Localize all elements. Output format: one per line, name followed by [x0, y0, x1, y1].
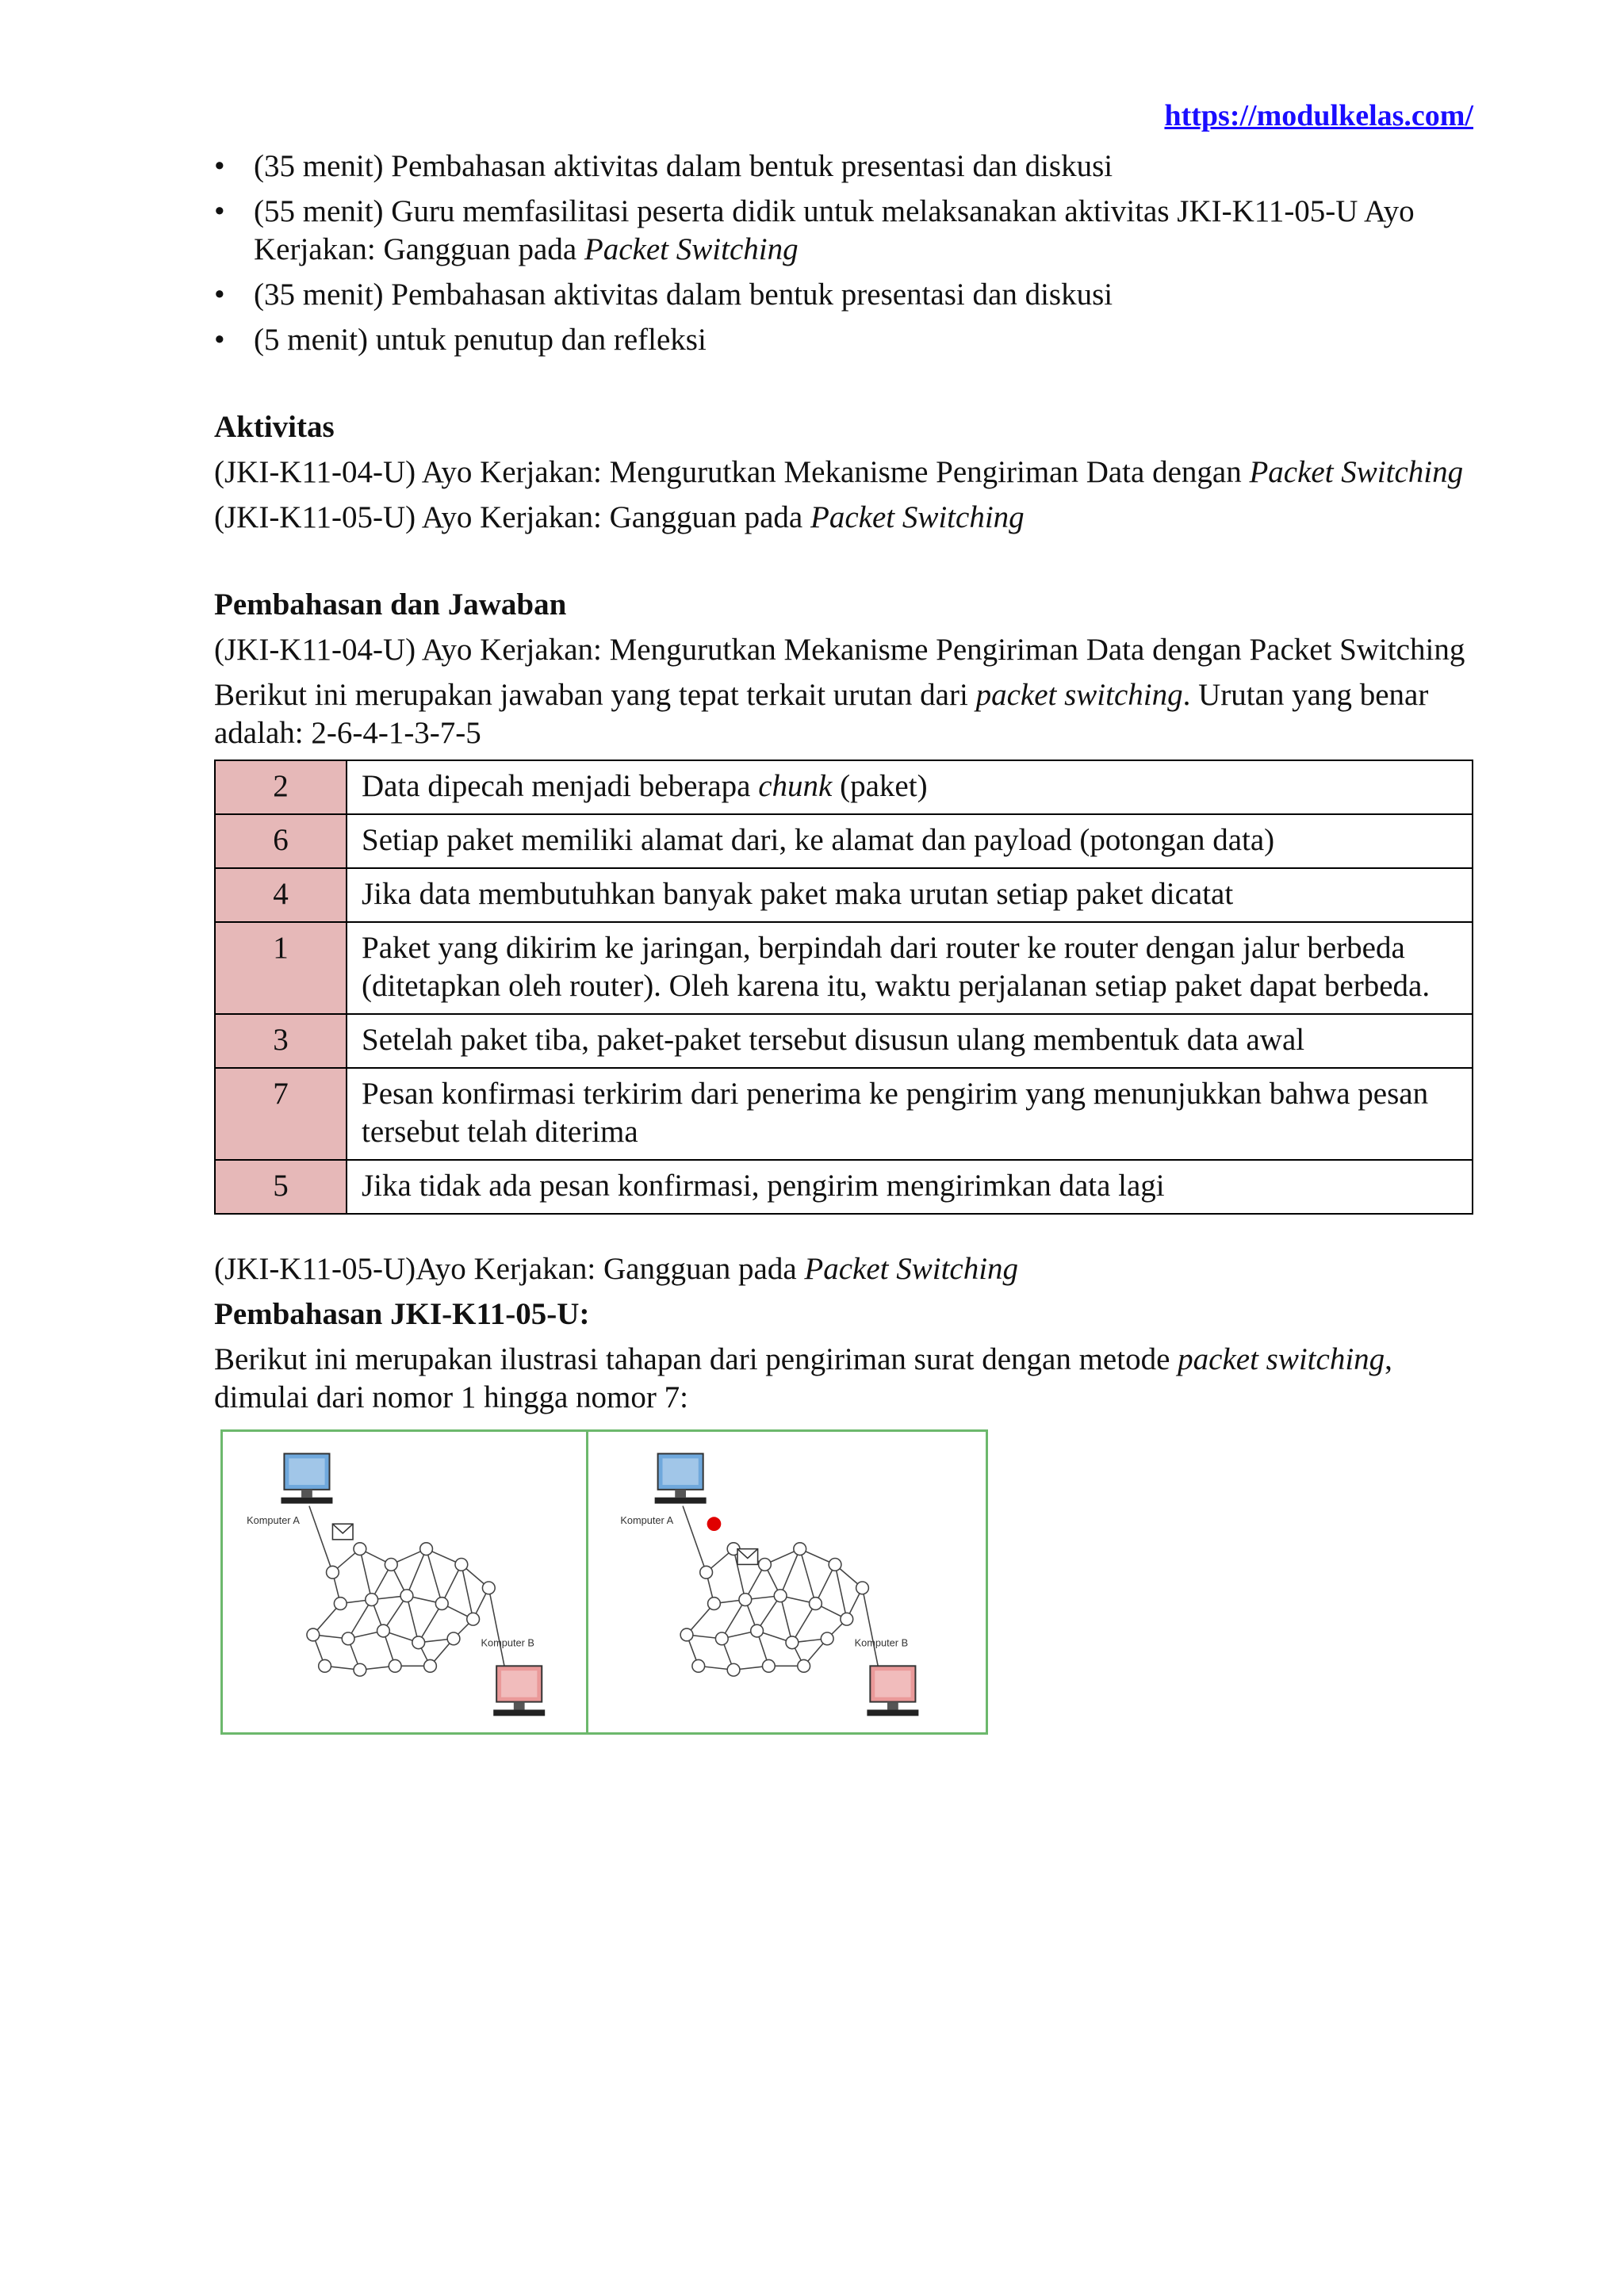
- network-link: [683, 1506, 707, 1573]
- step-description: Setelah paket tiba, paket-paket tersebut disusun ulang membentuk data awal: [347, 1014, 1473, 1068]
- step-description: Pesan konfirmasi terkirim dari penerima ke pengirim yang menunjukkan bahwa pesan tersebut telah diterima: [347, 1068, 1473, 1160]
- computer-a-icon: [281, 1454, 332, 1504]
- aktivitas-heading: Aktivitas: [214, 410, 335, 444]
- router-node: [354, 1543, 366, 1556]
- network-diagram-1: [223, 1432, 586, 1732]
- router-node: [680, 1628, 693, 1641]
- router-node: [759, 1558, 772, 1571]
- router-node: [319, 1659, 331, 1672]
- packet-switching-figure: [220, 1429, 988, 1735]
- schedule-item: • (35 menit) Pembahasan aktivitas dalam bentuk presentasi dan diskusi: [214, 147, 1483, 186]
- network-link: [780, 1596, 792, 1643]
- aktivitas-item: (JKI-K11-04-U) Ayo Kerjakan: Mengurutkan Mekanisme Pengiriman Data dengan Packet Switching: [214, 455, 1464, 489]
- label-computer-a: Komputer A: [247, 1514, 300, 1527]
- router-node: [762, 1659, 775, 1672]
- table-row: [215, 868, 1473, 922]
- schedule-item: • (55 menit) Guru memfasilitasi peserta didik untuk melaksanakan aktivitas JKI-K11-05-U Ayo Kerjakan: Gangguan pada Packet Switching: [214, 194, 1415, 266]
- aktivitas-item: (JKI-K11-05-U) Ayo Kerjakan: Gangguan pada Packet Switching: [214, 500, 1025, 534]
- router-node: [700, 1566, 713, 1578]
- router-node: [354, 1663, 366, 1676]
- step-number: 7: [215, 1068, 347, 1160]
- router-node: [727, 1663, 740, 1676]
- pembahasan-intro: Berikut ini merupakan jawaban yang tepat terkait urutan dari packet switching. Urutan yang benar adalah: 2-6-4-1-3-7-5: [214, 678, 1429, 750]
- table-row: [215, 1068, 1473, 1160]
- page-content: [214, 87, 1483, 1735]
- step-number: 6: [215, 814, 347, 868]
- router-node: [389, 1659, 401, 1672]
- router-node: [385, 1558, 397, 1571]
- router-node: [692, 1659, 705, 1672]
- bullet-icon: •: [214, 194, 225, 228]
- step-description: Jika tidak ada pesan konfirmasi, pengirim mengirimkan data lagi: [347, 1160, 1473, 1214]
- label-computer-b: Komputer B: [481, 1636, 534, 1649]
- router-node: [455, 1558, 468, 1571]
- step-number: 3: [215, 1014, 347, 1068]
- router-node: [342, 1632, 354, 1645]
- schedule-item: • (35 menit) Pembahasan aktivitas dalam bentuk presentasi dan diskusi: [214, 276, 1483, 314]
- label-computer-b: Komputer B: [854, 1636, 909, 1649]
- packet-marker-icon: [707, 1517, 722, 1531]
- router-node: [307, 1628, 320, 1641]
- table-row: [215, 1014, 1473, 1068]
- computer-a-icon: [655, 1454, 707, 1504]
- router-node: [856, 1582, 869, 1594]
- router-node: [821, 1632, 833, 1645]
- router-node: [327, 1566, 339, 1578]
- router-node: [420, 1543, 433, 1556]
- network-graph: [680, 1506, 878, 1677]
- bullet-icon: •: [214, 149, 225, 183]
- network-link: [488, 1588, 504, 1666]
- network-diagram-2: [588, 1432, 986, 1732]
- step-number: 1: [215, 922, 347, 1014]
- schedule-list: [214, 147, 1483, 359]
- table-row: [215, 760, 1473, 814]
- router-node: [841, 1613, 853, 1625]
- router-node: [400, 1590, 413, 1602]
- section2-heading: Pembahasan JKI-K11-05-U:: [214, 1297, 590, 1331]
- router-node: [798, 1659, 810, 1672]
- network-link: [862, 1588, 878, 1666]
- router-node: [751, 1624, 764, 1637]
- bullet-icon: •: [214, 277, 225, 312]
- step-number: 5: [215, 1160, 347, 1214]
- computer-b-icon: [867, 1666, 918, 1716]
- router-node: [715, 1632, 728, 1645]
- label-computer-a: Komputer A: [620, 1514, 674, 1527]
- table-row: [215, 922, 1473, 1014]
- router-node: [739, 1594, 752, 1606]
- step-number: 2: [215, 760, 347, 814]
- pembahasan-subtitle: (JKI-K11-04-U) Ayo Kerjakan: Mengurutkan Mekanisme Pengiriman Data dengan Packet Switching: [214, 633, 1465, 667]
- router-node: [482, 1582, 495, 1594]
- network-link: [309, 1506, 333, 1573]
- network-link: [360, 1549, 372, 1600]
- step-number: 4: [215, 868, 347, 922]
- router-node: [810, 1598, 822, 1610]
- router-node: [377, 1624, 390, 1637]
- router-node: [366, 1594, 378, 1606]
- network-link: [407, 1596, 419, 1643]
- network-link: [427, 1549, 442, 1604]
- figure-panel-2: [586, 1429, 988, 1735]
- schedule-item: • (5 menit) untuk penutup dan refleksi: [214, 321, 1483, 359]
- site-link[interactable]: https://modulkelas.com/: [1164, 99, 1473, 132]
- bullet-icon: •: [214, 323, 225, 357]
- step-description: Setiap paket memiliki alamat dari, ke alamat dan payload (potongan data): [347, 814, 1473, 868]
- section2-subtitle: (JKI-K11-05-U)Ayo Kerjakan: Gangguan pada Packet Switching: [214, 1252, 1019, 1286]
- network-link: [800, 1549, 816, 1604]
- router-node: [435, 1598, 448, 1610]
- section2-intro: Berikut ini merupakan ilustrasi tahapan dari pengiriman surat dengan metode packet switching, dimulai dari nomor 1 hingga nomor 7:: [214, 1342, 1392, 1414]
- pembahasan-heading: Pembahasan dan Jawaban: [214, 587, 567, 622]
- figure-panel-1: [220, 1429, 588, 1735]
- table-row: [215, 1160, 1473, 1214]
- step-description: Paket yang dikirim ke jaringan, berpindah dari router ke router dengan jalur berbeda (ditetapkan oleh router). Oleh karena itu, waktu perjalanan setiap paket dapat berbeda.: [347, 922, 1473, 1014]
- step-description: Jika data membutuhkan banyak paket maka urutan setiap paket dicatat: [347, 868, 1473, 922]
- router-node: [412, 1636, 425, 1649]
- router-node: [794, 1543, 806, 1556]
- step-description: Data dipecah menjadi beberapa chunk (paket): [347, 760, 1473, 814]
- router-node: [829, 1558, 841, 1571]
- router-node: [334, 1598, 347, 1610]
- router-node: [708, 1598, 721, 1610]
- router-node: [774, 1590, 787, 1602]
- router-node: [786, 1636, 799, 1649]
- steps-table: [214, 760, 1473, 1215]
- router-node: [447, 1632, 460, 1645]
- router-node: [424, 1659, 437, 1672]
- computer-b-icon: [493, 1666, 545, 1716]
- table-row: [215, 814, 1473, 868]
- router-node: [467, 1613, 480, 1625]
